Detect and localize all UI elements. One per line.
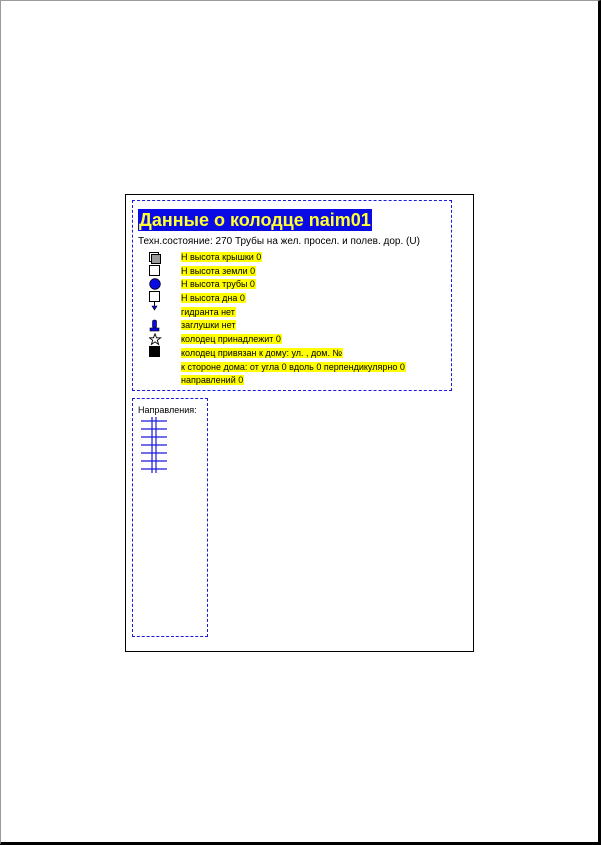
house-link-icon [149, 346, 161, 358]
well-card-frame [125, 194, 474, 652]
tech-state: Техн.состояние: 270 Трубы на жел. просел. и полев. дор. (U) [138, 236, 420, 247]
attr-row: колодец принадлежит 0 [181, 334, 281, 345]
well-data-panel [132, 200, 452, 391]
attr-row: гидранта нет [181, 306, 235, 317]
hydrant-icon [149, 319, 161, 333]
attr-row: колодец привязан к дому: ул. , дом. № [181, 347, 343, 358]
attr-row: Н высота трубы 0 [181, 279, 255, 290]
owner-star-icon [149, 333, 162, 346]
well-attributes [181, 251, 406, 388]
attr-row: Н высота земли 0 [181, 265, 256, 276]
directions-label: Направления: [138, 405, 197, 415]
attr-row: заглушки нет [181, 320, 236, 331]
well-title: Данные о колодце naim01 [139, 210, 371, 230]
attr-row: Н высота крышки 0 [181, 252, 262, 262]
pipe-height-icon [149, 278, 162, 291]
bottom-height-icon [149, 291, 161, 313]
cover-height-icon [149, 252, 161, 264]
attr-row: направлений 0 [181, 375, 244, 386]
directions-panel [132, 398, 208, 637]
ground-height-icon [149, 265, 161, 277]
directions-grid-icon [139, 417, 171, 477]
attr-row: Н высота дна 0 [181, 293, 245, 304]
attr-row: к стороне дома: от угла 0 вдоль 0 перпендикулярно 0 [181, 361, 405, 372]
